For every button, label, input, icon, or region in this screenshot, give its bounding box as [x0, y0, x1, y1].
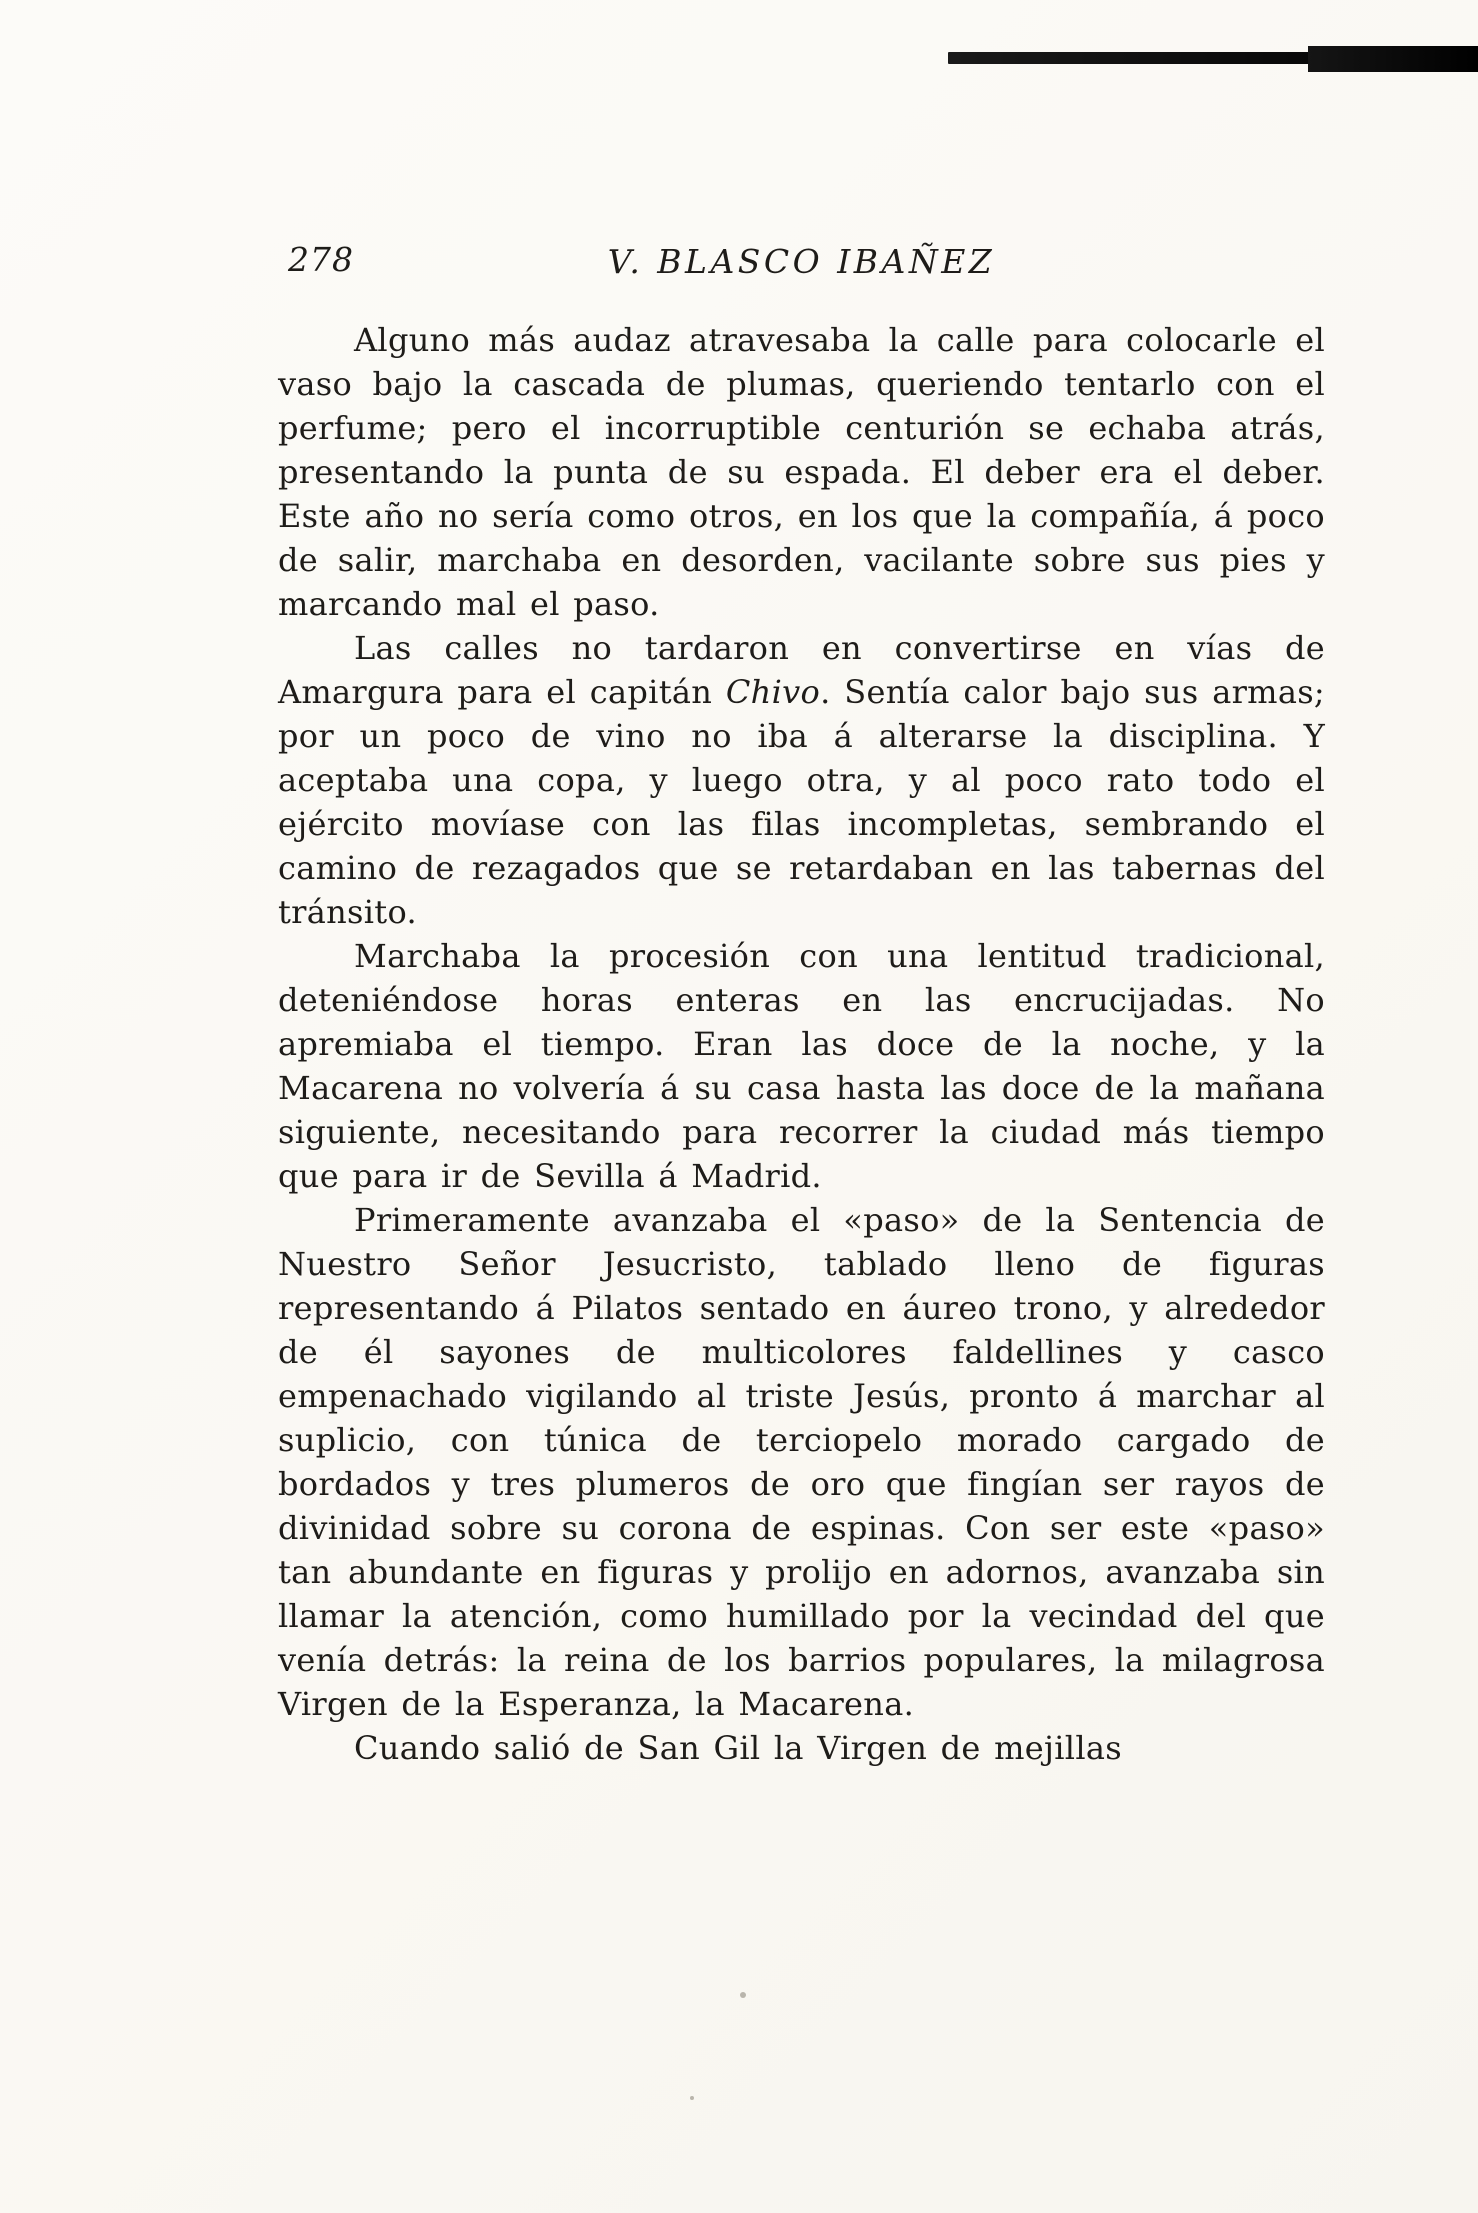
paragraph [278, 934, 1325, 1198]
page-body [278, 318, 1325, 1770]
scan-speck [740, 1992, 746, 1998]
body-text: Cuando salió de San Gil la Virgen de mejillas [354, 1729, 1122, 1767]
page-header [278, 240, 1325, 290]
body-text: Marchaba la procesión con una lentitud tradicional, deteniéndose horas enteras en las encrucijadas. No apremiaba el tiempo. Eran las doce de la noche, y la Macarena no volvería á su casa hasta las doce de la mañana siguiente, necesitando para recorrer la ciudad más tiempo que para ir de Sevilla á Madrid. [278, 937, 1325, 1195]
scan-artifact-bar-end [1308, 46, 1478, 72]
paragraph [278, 318, 1325, 626]
body-text: Primeramente avanzaba el «paso» de la Sentencia de Nuestro Señor Jesucristo, tablado lleno de figuras representando á Pilatos sentado en áureo trono, y alrededor de él sayones de multicolores faldellines y casco empenachado vigilando al triste Jesús, pronto á marchar al suplicio, con túnica de terciopelo morado cargado de bordados y tres plumeros de oro que fingían ser rayos de divinidad sobre su corona de espinas. Con ser este «paso» tan abundante en figuras y prolijo en adornos, avanzaba sin llamar la atención, como humillado por la vecindad del que venía detrás: la reina de los barrios populares, la milagrosa Virgen de la Esperanza, la Macarena. [278, 1201, 1325, 1723]
body-text: . Sentía calor bajo sus armas; por un poco de vino no iba á alterarse la disciplina. Y aceptaba una copa, y luego otra, y al poco rato todo el ejército movíase con las filas incompletas, sembrando el camino de rezagados que se retardaban en las tabernas del tránsito. [278, 673, 1326, 931]
page-number: 278 [288, 240, 354, 279]
scan-speck [690, 2096, 694, 2100]
paragraph [278, 1198, 1325, 1726]
running-title: V. BLASCO IBAÑEZ [607, 242, 996, 281]
body-text: Alguno más audaz atravesaba la calle para colocarle el vaso bajo la cascada de plumas, queriendo tentarlo con el perfume; pero el incorruptible centurión se echaba atrás, presentando la punta de su espada. El deber era el deber. Este año no sería como otros, en los que la compañía, á poco de salir, marchaba en desorden, vacilante sobre sus pies y marcando mal el paso. [278, 321, 1325, 623]
paragraph [278, 1726, 1325, 1770]
paragraph [278, 626, 1325, 934]
italic-text: Chivo [725, 673, 821, 711]
body-text: Las calles no tardaron en convertirse en vías de Amargura para el capitán [278, 629, 1325, 711]
